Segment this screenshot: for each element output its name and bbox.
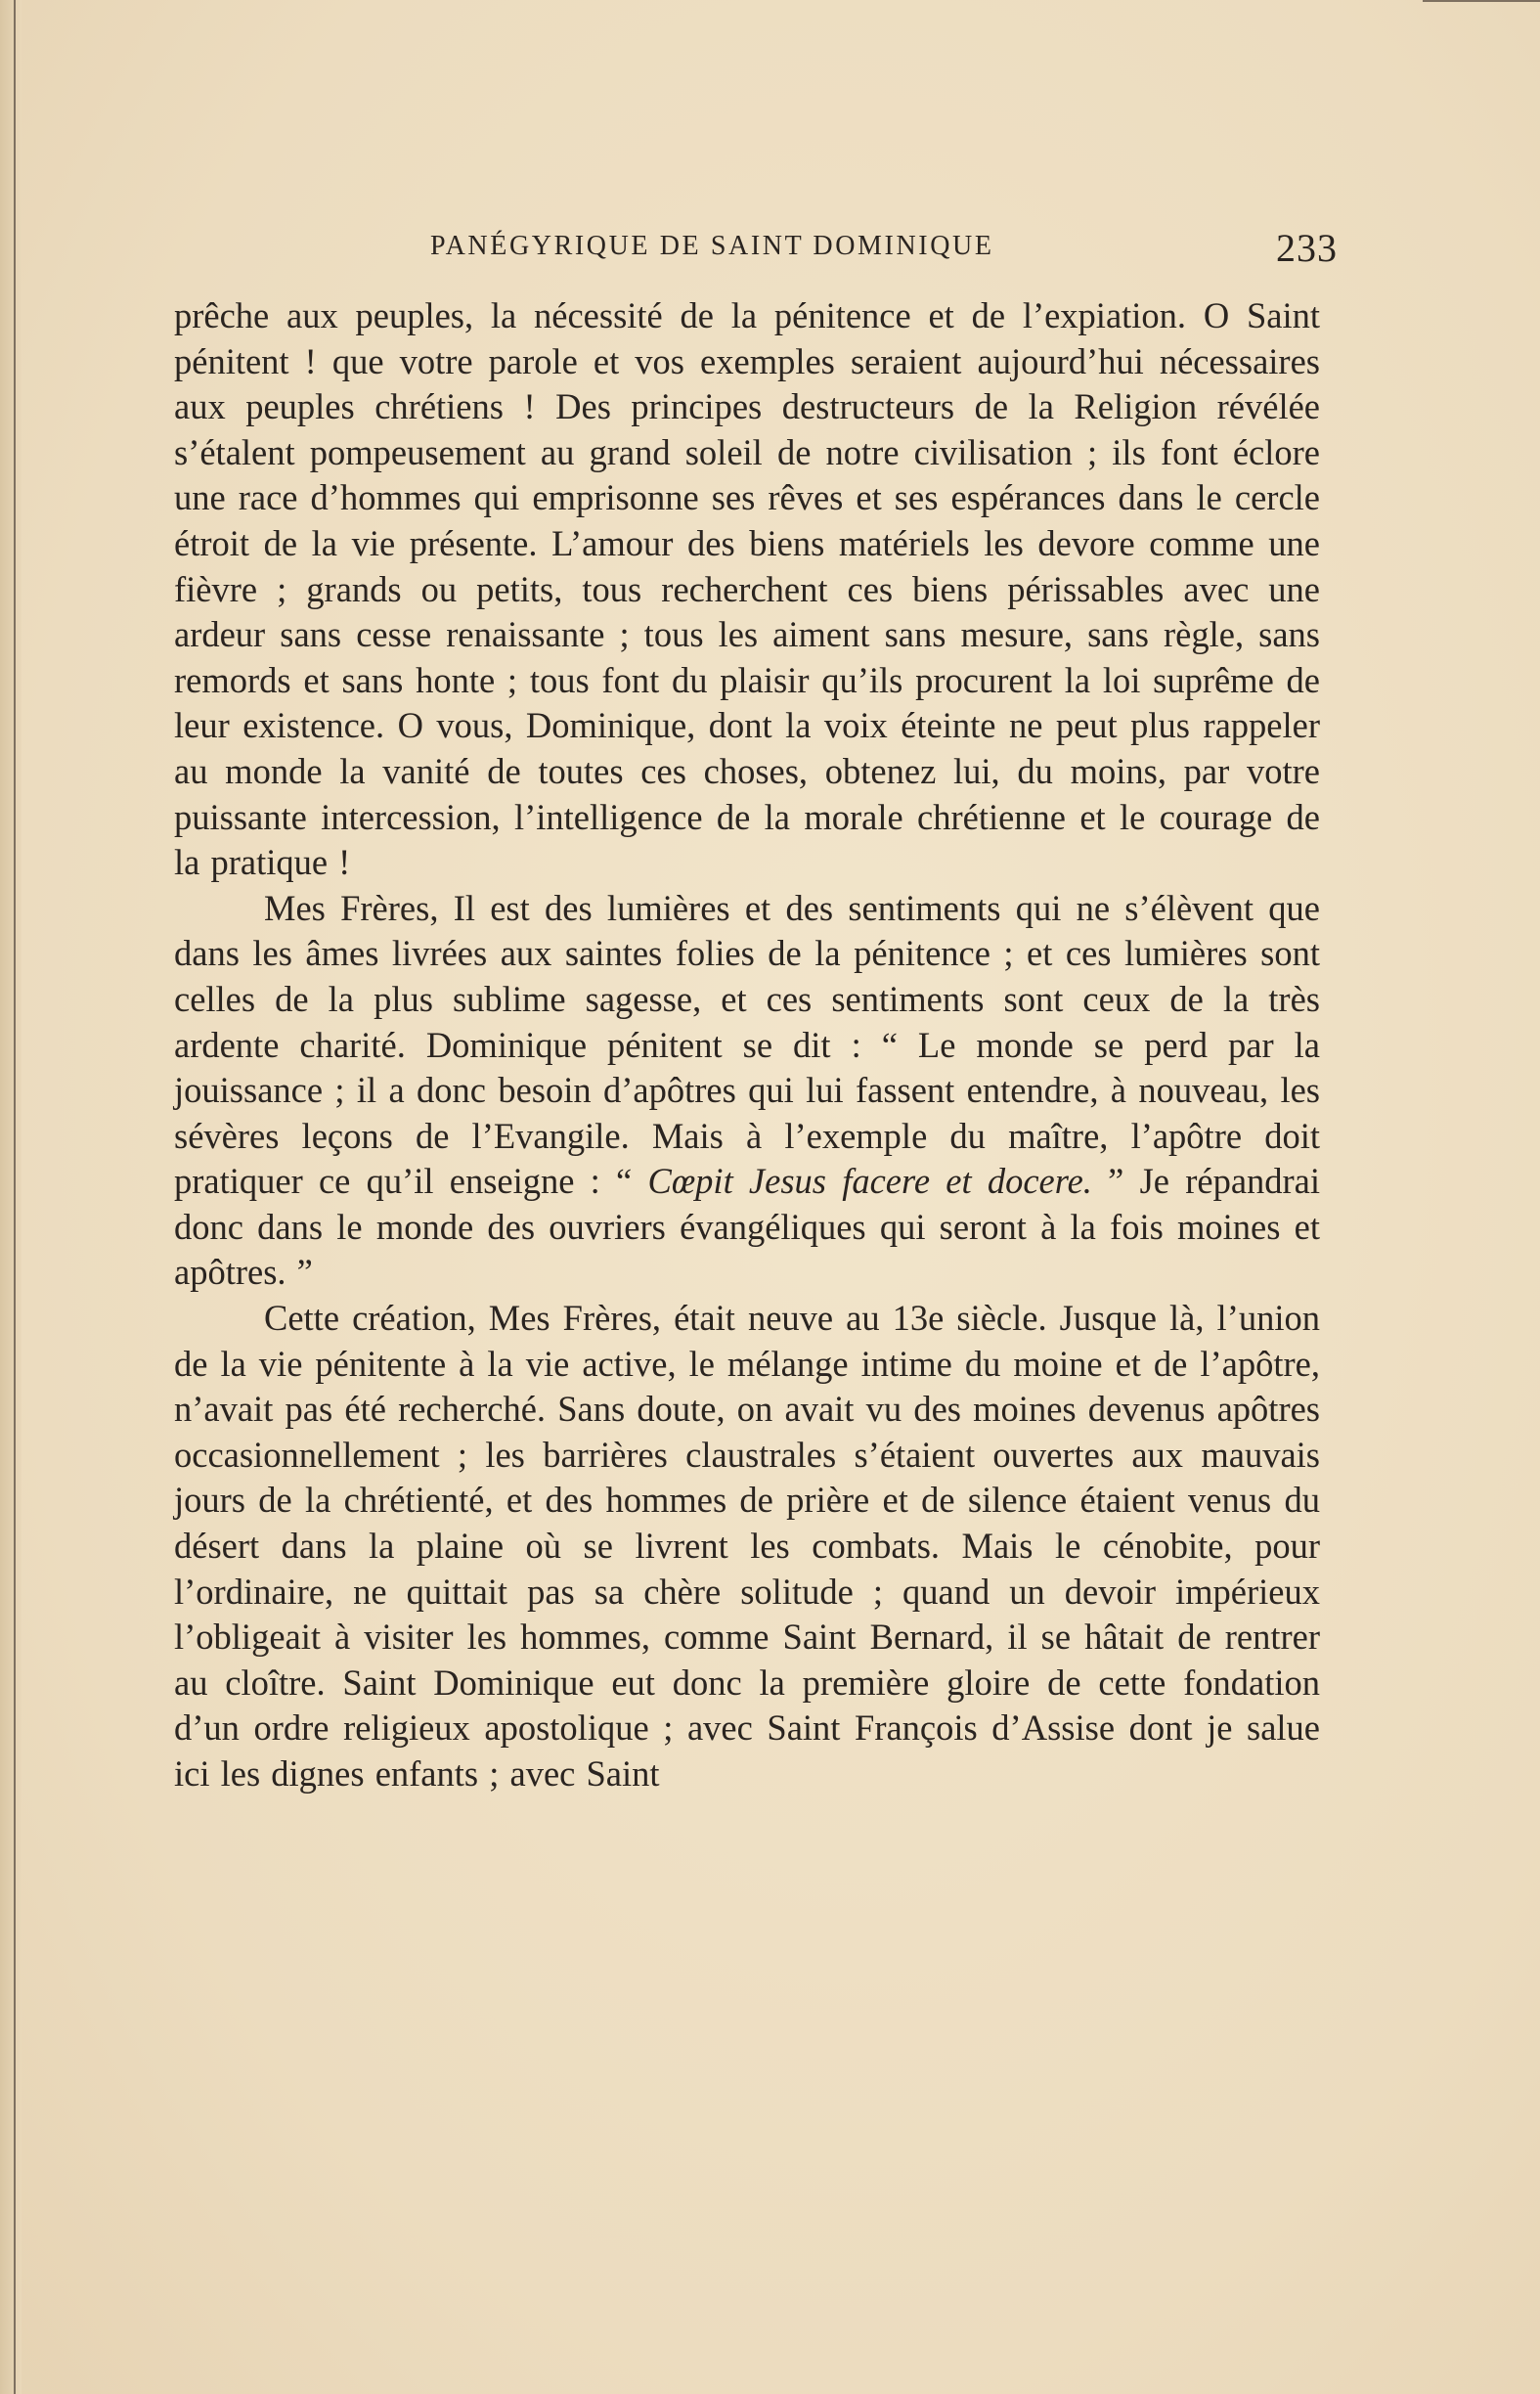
paragraph-2-text-a: Mes Frères, Il est des lumières et des sentiments qui ne s’élèvent que dans les âmes livrées aux saintes folies de la pénitence ; et ces lumières sont celles de la plus sublime sagesse, et ces sentiments sont ceux de la très ardente charité. Dominique pénitent se dit : “ Le monde se perd par la jouissance ; il a donc besoin d’apôtres qui lui fassent entendre, à nouveau, les sévères leçons de l’Evangile. Mais à l’exemple du maître, l’apôtre doit pratiquer ce qu’il enseigne : “ <box>174 887 1320 1202</box>
page-header <box>192 223 1338 272</box>
paragraph-3: Cette création, Mes Frères, était neuve au 13e siècle. Jusque là, l’union de la vie pénitente à la vie active, le mélange intime du moine et de l’apôtre, n’avait pas été recherché. Sans doute, on avait vu des moines devenus apôtres occasionnellement ; les barrières claustrales s’étaient ouvertes aux mauvais jours de la chrétienté, et des hommes de prière et de silence étaient venus du désert dans la plaine où se livrent les combats. Mais le cénobite, pour l’ordinaire, ne quittait pas sa chère solitude ; quand un devoir impérieux l’obligeait à visiter les hommes, comme Saint Bernard, il se hâtait de rentrer au cloître. Saint Dominique eut donc la première gloire de cette fondation d’un ordre religieux apostolique ; avec Saint François d’Assise dont je salue ici les dignes enfants ; avec Saint <box>174 1298 1320 1794</box>
paragraph-1: prêche aux peuples, la nécessité de la pénitence et de l’expiation. O Saint pénitent ! que votre parole et vos exemples seraient aujourd’hui nécessaires aux peuples chrétiens ! Des principes destructeurs de la Religion révélée s’étalent pompeusement au grand soleil de notre civilisation ; ils font éclore une race d’hommes qui emprisonne ses rêves et ses espérances dans le cercle étroit de la vie présente. L’amour des biens matériels les devore comme une fièvre ; grands ou petits, tous recherchent ces biens périssables avec une ardeur sans cesse renaissante ; tous les aiment sans mesure, sans règle, sans remords et sans honte ; tous font du plaisir qu’ils procurent la loi suprême de leur existence. O vous, Dominique, dont la voix éteinte ne peut plus rappeler au monde la vanité de toutes ces choses, obtenez lui, du moins, par votre puissante intercession, l’intelligence de la morale chrétienne et le courage de la pratique ! <box>174 295 1320 883</box>
page-number: 233 <box>1276 226 1338 270</box>
page-gutter <box>0 0 22 2394</box>
page-edge-line <box>14 0 16 2394</box>
latin-quotation: Cœpit Jesus facere et docere. <box>647 1161 1092 1202</box>
paragraph-2 <box>174 886 1320 1296</box>
paragraph-2-text-b: ” Je répandrai donc dans le monde des ouvriers évangéliques qui seront à la fois moines et apôtres. ” <box>174 1161 1321 1293</box>
body-text <box>174 293 1320 1797</box>
top-edge-line <box>1423 0 1540 2</box>
running-head: PANÉGYRIQUE DE SAINT DOMINIQUE <box>430 231 994 261</box>
